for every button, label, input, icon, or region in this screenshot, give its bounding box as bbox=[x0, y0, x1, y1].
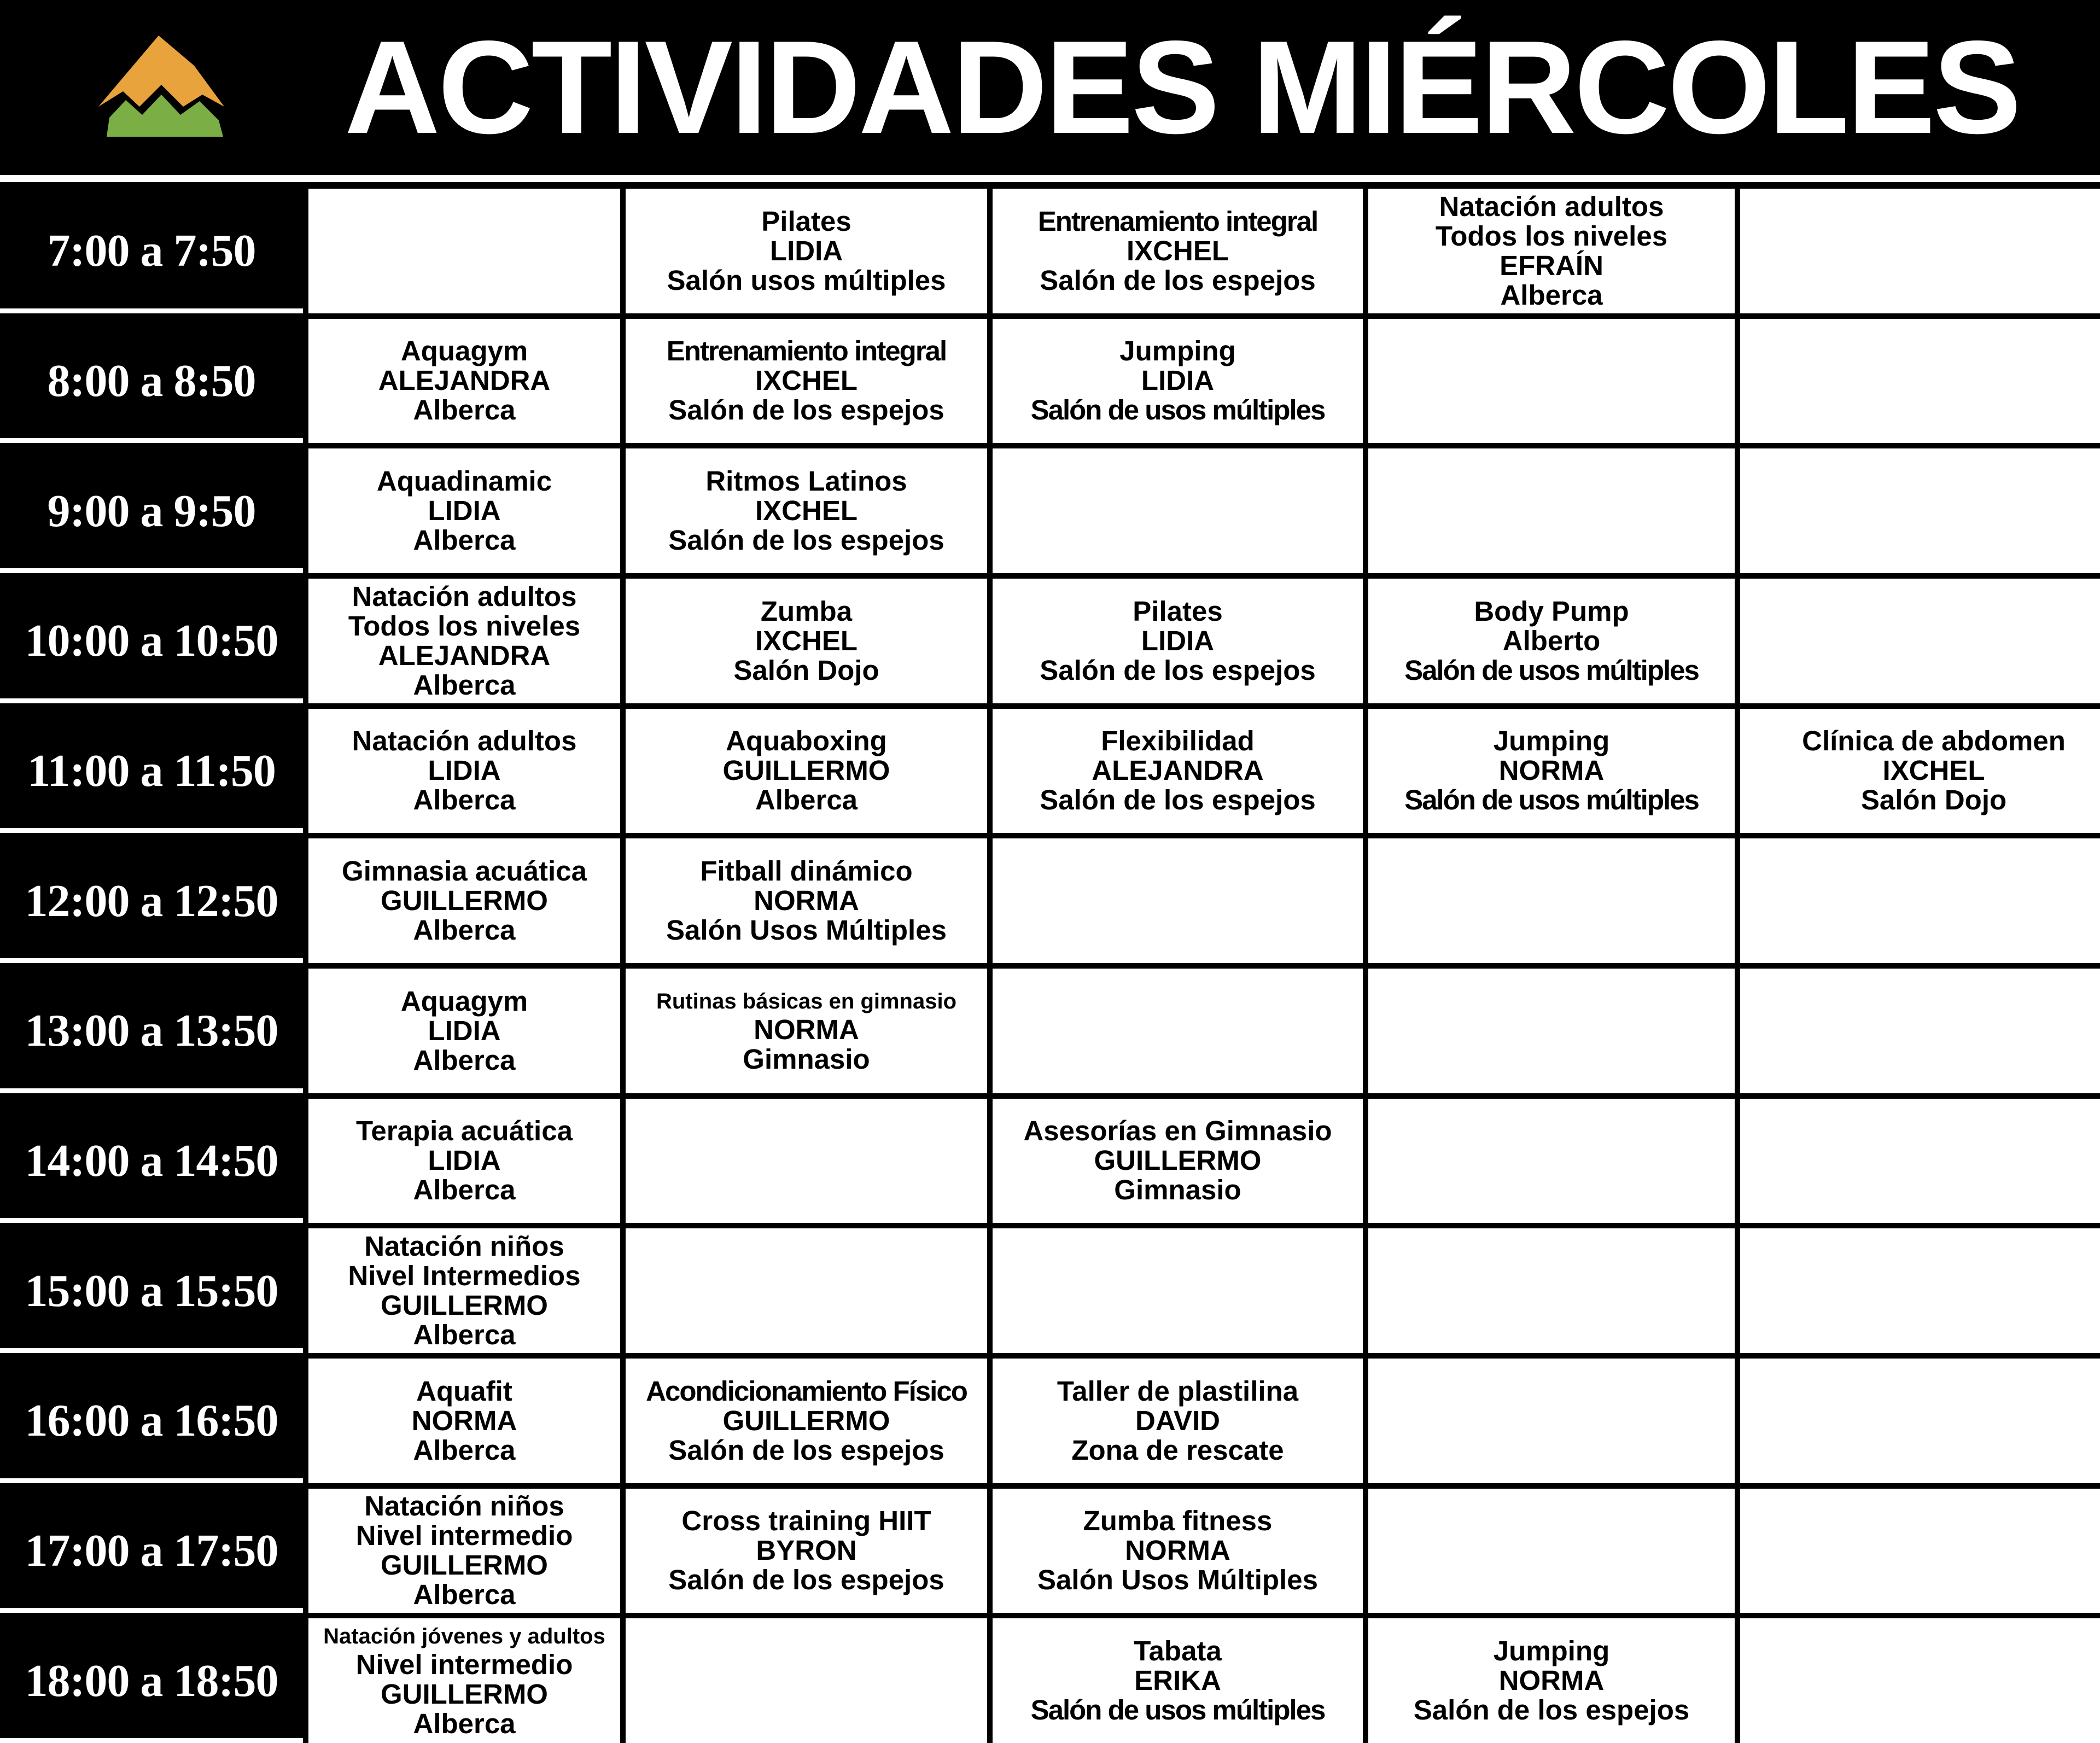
activity-detail: NORMA bbox=[411, 1404, 517, 1436]
activity-cell bbox=[626, 1489, 987, 1613]
activity-name: Aquadinamic bbox=[376, 465, 552, 497]
activity-detail: GUILLERMO bbox=[381, 1549, 548, 1581]
empty-cell bbox=[1368, 448, 1735, 573]
activity-cell bbox=[308, 709, 620, 833]
time-slot-label: 15:00 a 15:50 bbox=[0, 1228, 303, 1353]
empty-cell bbox=[993, 838, 1363, 963]
activity-detail: Salón de usos múltiples bbox=[1030, 394, 1325, 426]
activity-name: Ritmos Latinos bbox=[705, 465, 907, 497]
activity-cell bbox=[626, 1359, 987, 1483]
page-header bbox=[0, 0, 2100, 175]
activity-cell bbox=[308, 1228, 620, 1353]
activity-name: Natación niños bbox=[364, 1231, 564, 1262]
activity-name: Aquagym bbox=[400, 335, 528, 367]
activity-detail: Nivel Intermedios bbox=[348, 1260, 581, 1292]
activity-detail: Todos los niveles bbox=[348, 610, 581, 642]
activity-name: Cross training HIIT bbox=[681, 1505, 931, 1537]
activity-detail: IXCHEL bbox=[755, 365, 858, 397]
activity-detail: Salón de los espejos bbox=[1040, 784, 1316, 816]
activity-detail: EFRAÍN bbox=[1500, 249, 1603, 281]
activity-detail: IXCHEL bbox=[755, 495, 858, 527]
activity-detail: Nivel intermedio bbox=[355, 1649, 573, 1681]
activity-detail: Salón de los espejos bbox=[668, 524, 944, 556]
activity-cell bbox=[308, 1359, 620, 1483]
activity-cell bbox=[626, 448, 987, 573]
activity-name: Entrenamiento integral bbox=[666, 335, 947, 367]
activity-detail: Alberca bbox=[1500, 279, 1603, 311]
empty-cell bbox=[1740, 1618, 2100, 1743]
header-divider bbox=[0, 175, 2100, 182]
activity-detail: Alberca bbox=[413, 1174, 516, 1206]
empty-cell bbox=[1740, 579, 2100, 703]
activity-detail: Alberca bbox=[413, 524, 516, 556]
activity-name: Body Pump bbox=[1474, 595, 1629, 627]
activity-detail: LIDIA bbox=[1141, 625, 1215, 656]
activity-detail: ALEJANDRA bbox=[378, 639, 551, 671]
empty-cell bbox=[1368, 1489, 1735, 1613]
empty-cell bbox=[1740, 1489, 2100, 1613]
activity-detail: NORMA bbox=[1125, 1535, 1230, 1566]
activity-detail: LIDIA bbox=[769, 235, 843, 266]
activity-detail: BYRON bbox=[756, 1535, 857, 1566]
activity-name: Taller de plastilina bbox=[1057, 1375, 1299, 1407]
activity-detail: GUILLERMO bbox=[722, 1404, 890, 1436]
activity-cell bbox=[993, 189, 1363, 313]
activity-cell bbox=[308, 838, 620, 963]
activity-detail: Alberca bbox=[413, 1579, 516, 1611]
activity-name: Terapia acuática bbox=[356, 1115, 573, 1147]
empty-cell bbox=[1740, 448, 2100, 573]
activity-cell bbox=[1368, 579, 1735, 703]
activity-detail: GUILLERMO bbox=[1094, 1145, 1262, 1176]
activity-cell bbox=[308, 319, 620, 444]
time-slot-label: 7:00 a 7:50 bbox=[0, 189, 303, 313]
empty-cell bbox=[1740, 969, 2100, 1093]
time-slot-label: 12:00 a 12:50 bbox=[0, 838, 303, 963]
activity-name: Natación adultos bbox=[1439, 190, 1664, 222]
empty-cell bbox=[1740, 319, 2100, 444]
empty-cell bbox=[1740, 1228, 2100, 1353]
empty-cell bbox=[626, 1228, 987, 1353]
empty-cell bbox=[308, 189, 620, 313]
activity-cell bbox=[1368, 189, 1735, 313]
activity-detail: IXCHEL bbox=[1126, 235, 1229, 266]
activity-detail: Gimnasio bbox=[743, 1043, 870, 1075]
empty-cell bbox=[1368, 838, 1735, 963]
activity-detail: Gimnasio bbox=[1114, 1174, 1241, 1206]
empty-cell bbox=[1368, 1228, 1735, 1353]
activity-detail: GUILLERMO bbox=[381, 1290, 548, 1321]
activity-detail: IXCHEL bbox=[755, 625, 858, 656]
activity-detail: DAVID bbox=[1135, 1404, 1220, 1436]
empty-cell bbox=[993, 448, 1363, 573]
empty-cell bbox=[1740, 189, 2100, 313]
activity-cell bbox=[626, 838, 987, 963]
activity-detail: LIDIA bbox=[428, 1015, 501, 1046]
empty-cell bbox=[1368, 1099, 1735, 1223]
activity-name: Clínica de abdomen bbox=[1802, 725, 2066, 757]
activity-detail: LIDIA bbox=[428, 495, 501, 527]
activity-name: Jumping bbox=[1119, 335, 1236, 367]
activity-detail: LIDIA bbox=[428, 755, 501, 786]
activity-detail: GUILLERMO bbox=[381, 885, 548, 917]
time-slot-label: 14:00 a 14:50 bbox=[0, 1099, 303, 1223]
activity-detail: Todos los niveles bbox=[1435, 220, 1668, 252]
activity-name: Natación niños bbox=[364, 1490, 564, 1522]
activity-name: Jumping bbox=[1493, 725, 1610, 757]
activity-name: Aquagym bbox=[400, 985, 528, 1017]
activity-detail: LIDIA bbox=[428, 1145, 501, 1176]
activity-cell bbox=[993, 1489, 1363, 1613]
activity-cell bbox=[626, 709, 987, 833]
schedule-grid bbox=[0, 189, 2100, 1743]
activity-cell bbox=[626, 579, 987, 703]
time-slot-label: 18:00 a 18:50 bbox=[0, 1618, 303, 1743]
empty-cell bbox=[1740, 1359, 2100, 1483]
activity-name: Natación jóvenes y adultos bbox=[323, 1624, 605, 1649]
activity-detail: Salón de los espejos bbox=[1040, 654, 1316, 686]
activity-cell bbox=[308, 1099, 620, 1223]
activity-detail: Salón de usos múltiples bbox=[1404, 654, 1699, 686]
activity-detail: Salón de los espejos bbox=[1413, 1694, 1690, 1726]
time-slot-label: 8:00 a 8:50 bbox=[0, 319, 303, 444]
empty-cell bbox=[1368, 969, 1735, 1093]
empty-cell bbox=[993, 1228, 1363, 1353]
activity-detail: Alberca bbox=[413, 1708, 516, 1740]
activity-cell bbox=[993, 579, 1363, 703]
activity-name: Rutinas básicas en gimnasio bbox=[656, 989, 957, 1013]
activity-name: Acondicionamiento Físico bbox=[646, 1375, 967, 1407]
activity-detail: Alberca bbox=[413, 1434, 516, 1466]
activity-detail: Alberca bbox=[413, 1044, 516, 1076]
activity-cell bbox=[308, 448, 620, 573]
activity-detail: Alberca bbox=[755, 784, 858, 816]
activity-name: Asesorías en Gimnasio bbox=[1023, 1115, 1332, 1147]
activity-name: Flexibilidad bbox=[1101, 725, 1255, 757]
activity-detail: Alberca bbox=[413, 394, 516, 426]
activity-detail: Salón Dojo bbox=[1860, 784, 2007, 816]
activity-detail: GUILLERMO bbox=[381, 1678, 548, 1710]
activity-detail: Salón de los espejos bbox=[668, 394, 944, 426]
activity-detail: Salón usos múltiples bbox=[667, 264, 946, 296]
empty-cell bbox=[993, 969, 1363, 1093]
page-title: ACTIVIDADES MIÉRCOLES bbox=[345, 14, 2020, 161]
activity-detail: Alberto bbox=[1502, 625, 1601, 656]
activity-cell bbox=[993, 1618, 1363, 1743]
time-slot-label: 16:00 a 16:50 bbox=[0, 1359, 303, 1483]
activity-cell bbox=[993, 1359, 1363, 1483]
time-slot-label: 9:00 a 9:50 bbox=[0, 448, 303, 573]
time-slot-label: 13:00 a 13:50 bbox=[0, 969, 303, 1093]
activity-detail: Salón de los espejos bbox=[1040, 264, 1316, 296]
empty-cell bbox=[1368, 1359, 1735, 1483]
mountain-logo-icon bbox=[93, 30, 230, 139]
activity-name: Natación adultos bbox=[352, 580, 577, 612]
activity-detail: Alberca bbox=[413, 1319, 516, 1351]
activity-cell bbox=[626, 319, 987, 444]
time-slot-label: 10:00 a 10:50 bbox=[0, 579, 303, 703]
activity-detail: ERIKA bbox=[1134, 1665, 1221, 1697]
activity-detail: Salón Usos Múltiples bbox=[666, 914, 947, 946]
activity-cell bbox=[1368, 709, 1735, 833]
activity-detail: GUILLERMO bbox=[722, 755, 890, 786]
activity-cell bbox=[626, 969, 987, 1093]
activity-detail: Salón de los espejos bbox=[668, 1564, 944, 1596]
activity-name: Pilates bbox=[1133, 595, 1223, 627]
activity-cell bbox=[308, 1489, 620, 1613]
activity-detail: ALEJANDRA bbox=[378, 365, 551, 397]
activity-detail: Salón de los espejos bbox=[668, 1434, 944, 1466]
activity-cell bbox=[308, 579, 620, 703]
empty-cell bbox=[626, 1618, 987, 1743]
activity-cell bbox=[308, 969, 620, 1093]
activity-detail: LIDIA bbox=[1141, 365, 1215, 397]
activity-detail: NORMA bbox=[1498, 755, 1605, 786]
time-slot-label: 17:00 a 17:50 bbox=[0, 1489, 303, 1613]
activity-detail: IXCHEL bbox=[1882, 755, 1985, 786]
activity-name: Aquaboxing bbox=[726, 725, 887, 757]
activity-detail: NORMA bbox=[754, 885, 859, 917]
activity-name: Tabata bbox=[1134, 1635, 1222, 1667]
time-slot-label: 11:00 a 11:50 bbox=[0, 709, 303, 833]
activity-detail: Zona de rescate bbox=[1071, 1434, 1284, 1466]
activity-detail: Alberca bbox=[413, 784, 516, 816]
activity-detail: Salón Dojo bbox=[733, 654, 879, 686]
activity-detail: Nivel intermedio bbox=[355, 1520, 573, 1552]
activity-cell bbox=[308, 1618, 620, 1743]
empty-cell bbox=[1368, 319, 1735, 444]
activity-detail: Salón de usos múltiples bbox=[1404, 784, 1699, 816]
activity-cell bbox=[1368, 1618, 1735, 1743]
activity-detail: Salón Usos Múltiples bbox=[1037, 1564, 1318, 1596]
activity-name: Gimnasia acuática bbox=[342, 855, 587, 887]
empty-cell bbox=[1740, 1099, 2100, 1223]
activity-cell bbox=[993, 1099, 1363, 1223]
activity-detail: NORMA bbox=[1498, 1665, 1605, 1697]
activity-detail: Alberca bbox=[413, 914, 516, 946]
activity-name: Zumba bbox=[760, 595, 853, 627]
activity-cell bbox=[1740, 709, 2100, 833]
activity-cell bbox=[993, 709, 1363, 833]
activity-name: Aquafit bbox=[416, 1375, 512, 1407]
activity-name: Fitball dinámico bbox=[700, 855, 913, 887]
activity-cell bbox=[993, 319, 1363, 444]
activity-detail: Alberca bbox=[413, 669, 516, 701]
activity-name: Pilates bbox=[761, 205, 851, 237]
activity-name: Entrenamiento integral bbox=[1037, 205, 1318, 237]
activity-name: Zumba fitness bbox=[1083, 1505, 1273, 1537]
activity-name: Natación adultos bbox=[352, 725, 577, 757]
activity-detail: ALEJANDRA bbox=[1092, 755, 1264, 786]
activity-detail: NORMA bbox=[754, 1013, 859, 1045]
empty-cell bbox=[626, 1099, 987, 1223]
empty-cell bbox=[1740, 838, 2100, 963]
activity-detail: Salón de usos múltiples bbox=[1030, 1694, 1325, 1726]
activity-cell bbox=[626, 189, 987, 313]
activity-name: Jumping bbox=[1493, 1635, 1610, 1667]
